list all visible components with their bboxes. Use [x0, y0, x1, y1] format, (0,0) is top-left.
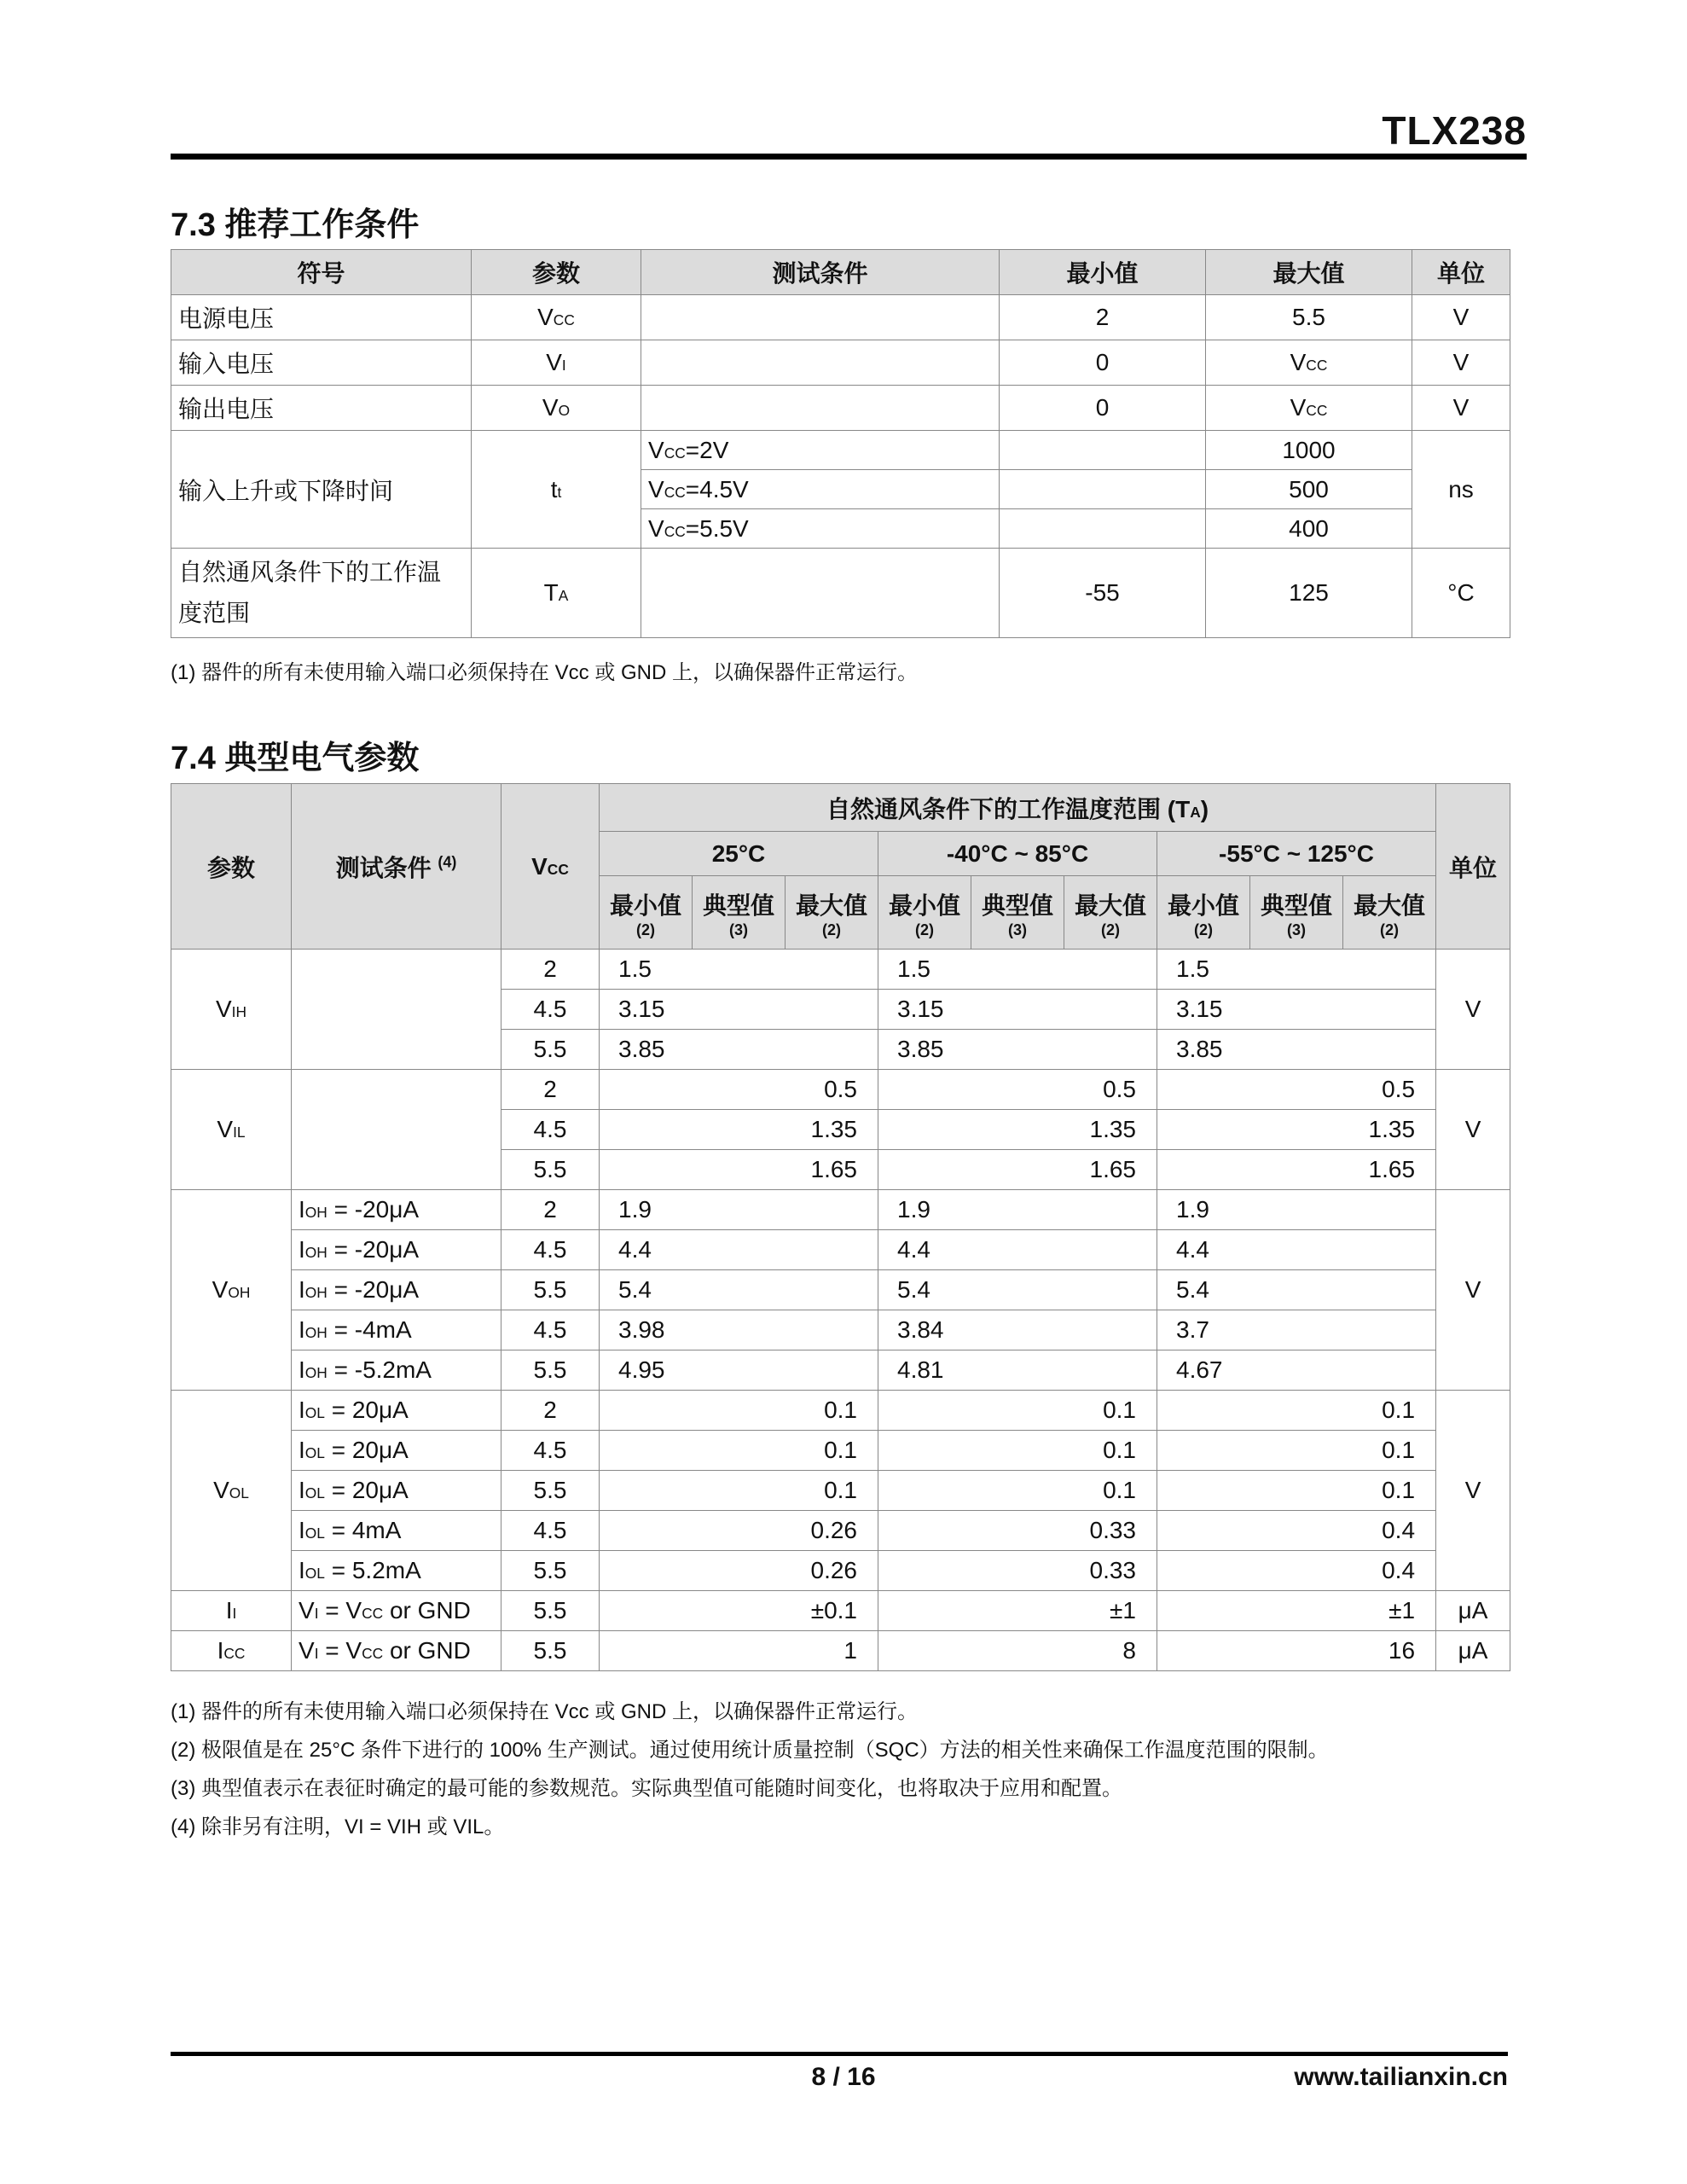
table-row — [171, 295, 1510, 340]
test-condition: IOH = -20μA — [292, 1190, 501, 1230]
param-symbol: ICC — [171, 1631, 292, 1671]
vcc-value: 2 — [501, 1190, 600, 1230]
vcc-value: 4.5 — [501, 1310, 600, 1350]
param-symbol: VIH — [171, 950, 292, 1070]
col-header-typ: 典型值 (3) — [693, 876, 786, 950]
min-value: 4.67 — [1157, 1350, 1436, 1391]
table-footnote: (1) 器件的所有未使用输入端口必须保持在 Vcc 或 GND 上，以确保器件正常运行。 — [171, 661, 919, 684]
col-header-min: 最小值 (2) — [600, 876, 693, 950]
max-value: 400 — [1206, 509, 1412, 549]
symbol: VO — [472, 386, 641, 431]
max-value: 1.35 — [878, 1110, 1157, 1150]
col-header-temp: 25°C — [600, 832, 878, 876]
param-name: 电源电压 — [171, 295, 472, 340]
vcc-value: 4.5 — [501, 1431, 600, 1471]
col-header-unit: 单位 — [1436, 784, 1510, 950]
unit: μA — [1436, 1631, 1510, 1671]
table-row — [171, 1310, 1510, 1350]
max-value: 0.26 — [600, 1511, 878, 1551]
table-row — [171, 1070, 1510, 1110]
max-value: 1.65 — [600, 1150, 878, 1190]
symbol: TA — [472, 549, 641, 638]
max-value: 0.1 — [600, 1431, 878, 1471]
min-value: 4.4 — [1157, 1230, 1436, 1270]
min-value: -55 — [1000, 549, 1206, 638]
min-value: 4.95 — [600, 1350, 878, 1391]
min-value: 1.9 — [600, 1190, 878, 1230]
max-value: 0.5 — [600, 1070, 878, 1110]
test-condition: VI = VCC or GND — [292, 1631, 501, 1671]
unit: V — [1412, 340, 1510, 386]
max-value: 0.1 — [600, 1391, 878, 1431]
min-value: 4.4 — [600, 1230, 878, 1270]
min-value: 5.4 — [1157, 1270, 1436, 1310]
min-value: 5.4 — [600, 1270, 878, 1310]
table-row — [171, 431, 1510, 470]
min-value: 3.85 — [1157, 1030, 1436, 1070]
param-symbol: VIL — [171, 1070, 292, 1190]
max-value: 500 — [1206, 470, 1412, 509]
max-value: ±0.1 — [600, 1591, 878, 1631]
vcc-value: 2 — [501, 1391, 600, 1431]
vcc-value: 5.5 — [501, 1350, 600, 1391]
col-header: 最小值 — [1000, 250, 1206, 295]
unit: ns — [1412, 431, 1510, 549]
table-row — [171, 340, 1510, 386]
param-symbol: VOL — [171, 1391, 292, 1591]
table-row — [171, 549, 1510, 638]
max-value: VCC — [1206, 340, 1412, 386]
min-value: 2 — [1000, 295, 1206, 340]
min-value: 3.15 — [600, 990, 878, 1030]
website-url: www.tailianxin.cn — [1294, 2063, 1508, 2091]
vcc-value: 4.5 — [501, 990, 600, 1030]
min-value: 1.5 — [878, 950, 1157, 990]
test-condition — [641, 386, 1000, 431]
min-value: 4.81 — [878, 1350, 1157, 1391]
max-value: 0.5 — [878, 1070, 1157, 1110]
test-condition: IOH = -20μA — [292, 1230, 501, 1270]
min-value: 3.15 — [878, 990, 1157, 1030]
vcc-value: 5.5 — [501, 1631, 600, 1671]
min-value — [1000, 431, 1206, 470]
min-value: 3.15 — [1157, 990, 1436, 1030]
max-value: 1000 — [1206, 431, 1412, 470]
max-value: 0.1 — [1157, 1471, 1436, 1511]
table-row — [171, 1551, 1510, 1591]
col-header-min: 最小值 (2) — [1157, 876, 1250, 950]
col-header-temp: -55°C ~ 125°C — [1157, 832, 1436, 876]
min-value: 5.4 — [878, 1270, 1157, 1310]
min-value: 1.5 — [600, 950, 878, 990]
test-condition: VI = VCC or GND — [292, 1591, 501, 1631]
symbol: VI — [472, 340, 641, 386]
col-header: 符号 — [171, 250, 472, 295]
max-value: 5.5 — [1206, 295, 1412, 340]
max-value: 1.35 — [600, 1110, 878, 1150]
min-value — [1000, 470, 1206, 509]
test-condition — [641, 295, 1000, 340]
max-value: 1.65 — [878, 1150, 1157, 1190]
test-condition: IOH = -20μA — [292, 1270, 501, 1310]
unit: μA — [1436, 1591, 1510, 1631]
min-value: 3.7 — [1157, 1310, 1436, 1350]
col-header: 单位 — [1412, 250, 1510, 295]
min-value: 3.85 — [600, 1030, 878, 1070]
table-row — [171, 1391, 1510, 1431]
max-value: 0.1 — [878, 1471, 1157, 1511]
vcc-value: 4.5 — [501, 1230, 600, 1270]
vcc-value: 5.5 — [501, 1471, 600, 1511]
electrical-characteristics-table — [171, 783, 1510, 1671]
table-footnote: (1) 器件的所有未使用输入端口必须保持在 Vcc 或 GND 上，以确保器件正常运行。 — [171, 1700, 919, 1723]
test-condition — [641, 340, 1000, 386]
vcc-value: 4.5 — [501, 1511, 600, 1551]
col-header-vcc: VCC — [501, 784, 600, 950]
col-header-param: 参数 — [171, 784, 292, 950]
max-value: 0.1 — [1157, 1391, 1436, 1431]
min-value: 0 — [1000, 386, 1206, 431]
table-row — [171, 1190, 1510, 1230]
unit: °C — [1412, 549, 1510, 638]
max-value: 0.33 — [878, 1551, 1157, 1591]
table-row — [171, 1591, 1510, 1631]
max-value: 0.1 — [878, 1391, 1157, 1431]
max-value: VCC — [1206, 386, 1412, 431]
max-value: 0.4 — [1157, 1551, 1436, 1591]
max-value: 8 — [878, 1631, 1157, 1671]
max-value: 0.1 — [1157, 1431, 1436, 1471]
unit: V — [1436, 1190, 1510, 1391]
max-value: 0.4 — [1157, 1511, 1436, 1551]
test-condition: IOL = 20μA — [292, 1431, 501, 1471]
test-condition — [292, 1070, 501, 1190]
table-row — [171, 1631, 1510, 1671]
col-header-typ: 典型值 (3) — [1250, 876, 1343, 950]
table-footnote: (3) 典型值表示在表征时确定的最可能的参数规范。实际典型值可能随时间变化，也将取决于应用和配置。 — [171, 1777, 1122, 1800]
param-name: 输入上升或下降时间 — [171, 431, 472, 549]
min-value: 4.4 — [878, 1230, 1157, 1270]
test-condition: IOL = 5.2mA — [292, 1551, 501, 1591]
test-condition — [641, 549, 1000, 638]
symbol: VCC — [472, 295, 641, 340]
col-header: 参数 — [472, 250, 641, 295]
test-condition: VCC=4.5V — [641, 470, 1000, 509]
table-row — [171, 1471, 1510, 1511]
test-condition: IOL = 20μA — [292, 1391, 501, 1431]
max-value: 0.1 — [878, 1431, 1157, 1471]
footer-rule — [171, 2052, 1508, 2056]
param-name: 输入电压 — [171, 340, 472, 386]
vcc-value: 5.5 — [501, 1030, 600, 1070]
max-value: 0.33 — [878, 1511, 1157, 1551]
max-value: 1 — [600, 1631, 878, 1671]
param-name: 输出电压 — [171, 386, 472, 431]
min-value — [1000, 509, 1206, 549]
table-row — [171, 950, 1510, 990]
min-value: 0 — [1000, 340, 1206, 386]
unit: V — [1436, 1070, 1510, 1190]
test-condition: VCC=5.5V — [641, 509, 1000, 549]
col-header-max: 最大值 (2) — [1064, 876, 1157, 950]
max-value: 0.1 — [600, 1471, 878, 1511]
test-condition: IOH = -5.2mA — [292, 1350, 501, 1391]
vcc-value: 2 — [501, 1070, 600, 1110]
test-condition: IOL = 20μA — [292, 1471, 501, 1511]
vcc-value: 5.5 — [501, 1551, 600, 1591]
min-value: 1.9 — [1157, 1190, 1436, 1230]
min-value: 3.85 — [878, 1030, 1157, 1070]
test-condition: IOH = -4mA — [292, 1310, 501, 1350]
max-value: 16 — [1157, 1631, 1436, 1671]
min-value: 1.5 — [1157, 950, 1436, 990]
col-header-temp-range: 自然通风条件下的工作温度范围 (TA) — [600, 784, 1436, 832]
vcc-value: 5.5 — [501, 1270, 600, 1310]
unit: V — [1412, 295, 1510, 340]
max-value: 0.26 — [600, 1551, 878, 1591]
vcc-value: 2 — [501, 950, 600, 990]
table-footnote: (4) 除非另有注明，VI = VIH 或 VIL。 — [171, 1815, 505, 1838]
document-title: TLX238 — [1382, 108, 1527, 153]
col-header-typ: 典型值 (3) — [971, 876, 1064, 950]
test-condition — [292, 950, 501, 1070]
col-header-max: 最大值 (2) — [786, 876, 878, 950]
min-value: 1.9 — [878, 1190, 1157, 1230]
table-row — [171, 1511, 1510, 1551]
param-name: 自然通风条件下的工作温度范围 — [171, 549, 472, 638]
max-value: 0.5 — [1157, 1070, 1436, 1110]
table-header-row — [171, 784, 1510, 832]
unit: V — [1436, 1391, 1510, 1591]
vcc-value: 4.5 — [501, 1110, 600, 1150]
table-row — [171, 1350, 1510, 1391]
test-condition: IOL = 4mA — [292, 1511, 501, 1551]
test-condition: VCC=2V — [641, 431, 1000, 470]
param-symbol: II — [171, 1591, 292, 1631]
vcc-value: 5.5 — [501, 1591, 600, 1631]
table-footnote: (2) 极限值是在 25°C 条件下进行的 100% 生产测试。通过使用统计质量控制（SQC）方法的相关性来确保工作温度范围的限制。 — [171, 1739, 1329, 1762]
page-number: 8 / 16 — [811, 2063, 876, 2091]
section-heading-7-4: 7.4 典型电气参数 — [171, 741, 420, 776]
max-value: 125 — [1206, 549, 1412, 638]
col-header-temp: -40°C ~ 85°C — [878, 832, 1157, 876]
table-row — [171, 386, 1510, 431]
param-symbol: VOH — [171, 1190, 292, 1391]
recommended-conditions-table — [171, 249, 1510, 638]
header-rule — [171, 154, 1527, 160]
vcc-value: 5.5 — [501, 1150, 600, 1190]
unit: V — [1412, 386, 1510, 431]
min-value: 3.98 — [600, 1310, 878, 1350]
unit: V — [1436, 950, 1510, 1070]
max-value: ±1 — [878, 1591, 1157, 1631]
col-header-condition: 测试条件 $^{(4)}$ — [292, 784, 501, 950]
table-row — [171, 1270, 1510, 1310]
col-header-max: 最大值 (2) — [1343, 876, 1436, 950]
max-value: 1.65 — [1157, 1150, 1436, 1190]
max-value: 1.35 — [1157, 1110, 1436, 1150]
table-row — [171, 1431, 1510, 1471]
col-header-min: 最小值 (2) — [878, 876, 971, 950]
col-header: 最大值 — [1206, 250, 1412, 295]
max-value: ±1 — [1157, 1591, 1436, 1631]
col-header: 测试条件 — [641, 250, 1000, 295]
table-header-row — [171, 250, 1510, 295]
symbol: tt — [472, 431, 641, 549]
min-value: 3.84 — [878, 1310, 1157, 1350]
table-row — [171, 1230, 1510, 1270]
section-heading-7-3: 7.3 推荐工作条件 — [171, 207, 420, 243]
